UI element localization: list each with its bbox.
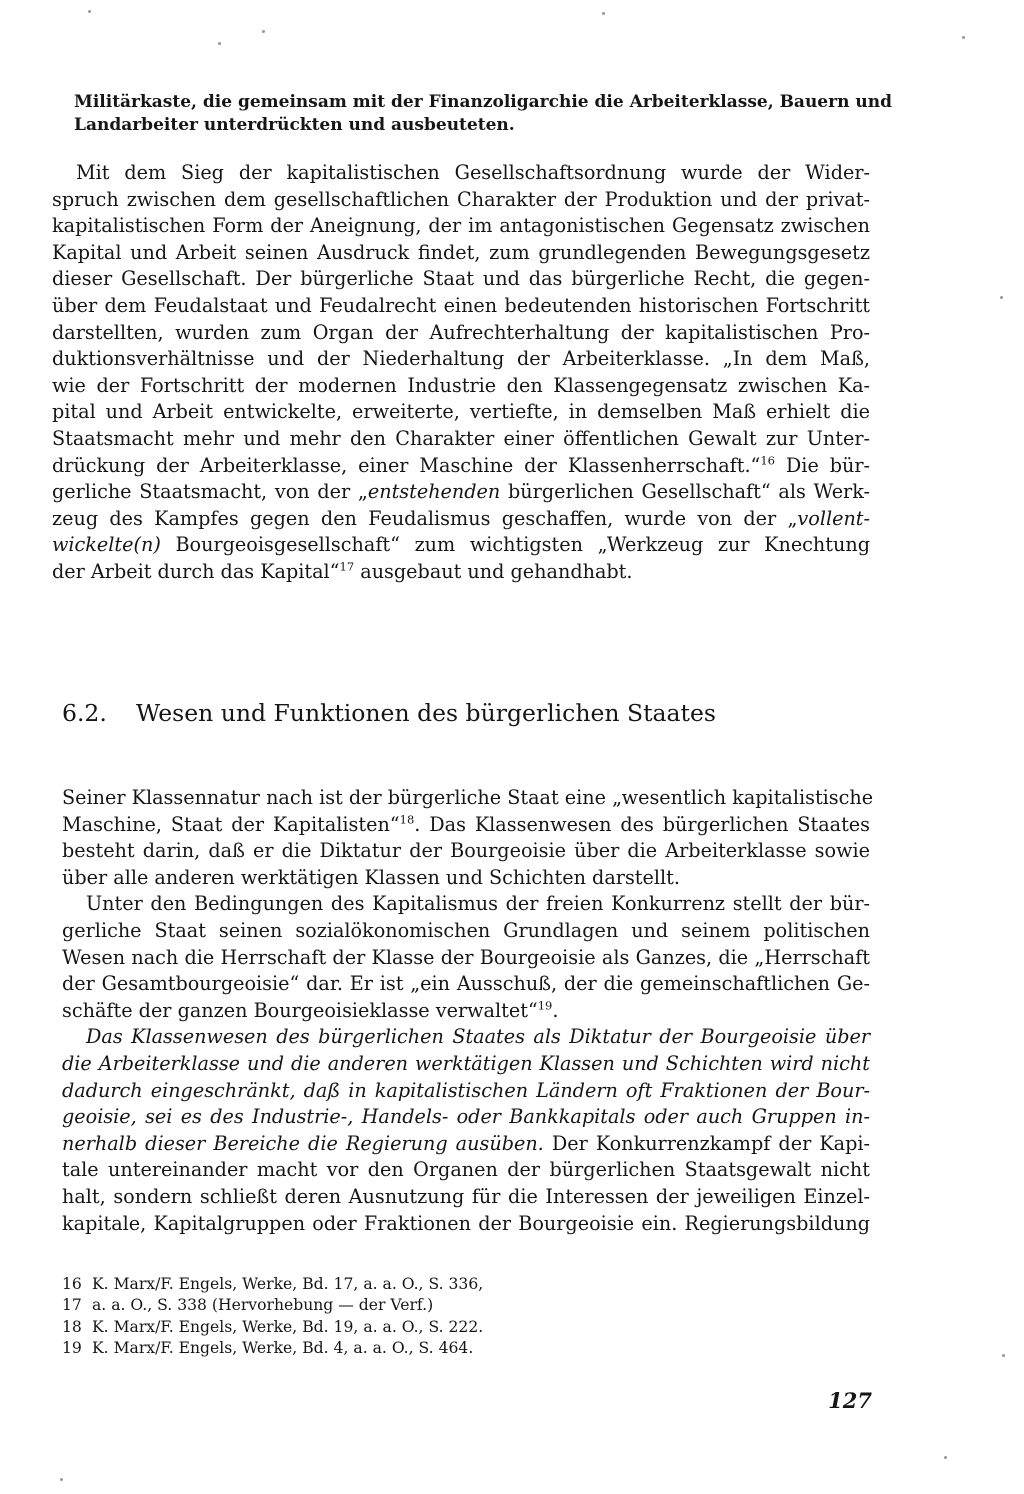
emphasis: die Arbeiterklasse und die anderen werktätigen Klassen und Schichten wird nicht xyxy=(62,1051,870,1075)
text-line xyxy=(62,1051,870,1078)
text-run: Bourgeoisgesellschaft“ zum wichtigsten „Werkzeug zur Knechtung xyxy=(160,533,870,557)
footnote-text: K. Marx/F. Engels, Werke, Bd. 19, a. a. O., S. 222. xyxy=(92,1317,484,1336)
text-line: Unter den Bedingungen des Kapitalismus der freien Konkurrenz stellt der bür- xyxy=(86,892,870,916)
scan-speck xyxy=(1000,296,1003,299)
text-line: über dem Feudalstaat und Feudalrecht einen bedeutenden historischen Fortschritt xyxy=(52,293,870,317)
scan-speck xyxy=(962,36,965,39)
scan-speck xyxy=(60,1478,63,1481)
text-line: pital und Arbeit entwickelte, erweiterte, vertiefte, in demselben Maß erhielt die xyxy=(52,400,870,424)
emphasis: nerhalb dieser Bereiche die Regierung ausüben. xyxy=(62,1131,544,1155)
text-line xyxy=(62,998,870,1025)
text-run: . Das Klassenwesen des bürgerlichen Staates xyxy=(414,812,871,836)
text-run: . xyxy=(552,998,559,1022)
text-line: gerliche Staat seinen sozialökonomischen Grundlagen und seinem politischen xyxy=(62,918,870,942)
text-line: Kapital und Arbeit seinen Ausdruck findet, zum grundlegenden Bewegungsgesetz xyxy=(52,240,870,264)
text-line: Wesen nach die Herrschaft der Klasse der Bourgeoisie als Ganzes, die „Herrschaft xyxy=(62,945,870,969)
text-run: ausgebaut und gehandhabt. xyxy=(354,559,633,583)
page-number: 127 xyxy=(828,1388,872,1413)
footnote-ref-19: 19 xyxy=(537,998,553,1013)
emphasis: wickelte(n) xyxy=(52,533,161,557)
section-number: 6.2. xyxy=(62,699,107,727)
text-line: über alle anderen werktätigen Klassen und Schichten darstellt. xyxy=(62,865,680,889)
text-line: duktionsverhältnisse und der Niederhaltung der Arbeiterklasse. „In dem Maß, xyxy=(52,347,870,371)
footnote xyxy=(62,1274,662,1295)
footnote-number: 17 xyxy=(62,1296,82,1315)
emphasis: vollent- xyxy=(797,506,870,530)
section-body xyxy=(62,785,874,1237)
text-line: darstellten, wurden zum Organ der Aufrechterhaltung der kapitalistischen Pro- xyxy=(52,320,870,344)
text-line xyxy=(62,1078,870,1105)
text-line: besteht darin, daß er die Diktatur der Bourgeoisie über die Arbeiterklasse sowie xyxy=(62,839,870,863)
text-line: halt, sondern schließt deren Ausnutzung für die Interessen der jeweiligen Einzel- xyxy=(62,1184,870,1208)
text-line: Landarbeiter unterdrückten und ausbeuteten. xyxy=(74,115,515,135)
footnote-ref-17: 17 xyxy=(339,559,355,574)
footnote-number: 16 xyxy=(62,1275,82,1293)
text-line: Mit dem Sieg der kapitalistischen Gesellschaftsordnung wurde der Wider- xyxy=(76,161,870,184)
footnote-text: K. Marx/F. Engels, Werke, Bd. 17, a. a. O., S. 336, xyxy=(92,1275,484,1293)
text-run: der Arbeit durch das Kapital“ xyxy=(52,559,340,583)
text-line xyxy=(52,559,870,586)
text-line: der Gesamtbourgeoisie“ dar. Er ist „ein Ausschuß, der die gemeinschaftlichen Ge- xyxy=(62,972,870,996)
emphasis: entstehenden xyxy=(367,480,501,504)
scan-speck xyxy=(88,10,91,13)
footnote-text: a. a. O., S. 338 (Hervorhebung — der Verf.) xyxy=(92,1296,434,1315)
text-line xyxy=(52,506,870,533)
text-line xyxy=(52,479,870,506)
text-run: schäfte der ganzen Bourgeoisieklasse verwaltet“ xyxy=(62,998,538,1022)
text-line xyxy=(62,1024,870,1051)
scan-speck xyxy=(1002,1354,1005,1357)
text-run: Maschine, Staat der Kapitalisten“ xyxy=(62,812,400,836)
footnotes xyxy=(62,1274,662,1360)
text-run: bürgerlichen Gesellschaft“ als Werk- xyxy=(500,480,870,504)
body-paragraph-1 xyxy=(52,160,870,586)
footnote-text: K. Marx/F. Engels, Werke, Bd. 4, a. a. O., S. 464. xyxy=(92,1339,474,1358)
text-line xyxy=(52,453,870,480)
emphasis: geoisie, sei es des Industrie-, Handels- oder Bankkapitals oder auch Gruppen in- xyxy=(62,1105,870,1129)
text-run: zeug des Kampfes gegen den Feudalismus geschaffen, wurde von der „ xyxy=(52,506,798,530)
scan-speck xyxy=(262,30,265,33)
scan-speck xyxy=(602,12,605,15)
text-run: Der Konkurrenzkampf der Kapi- xyxy=(543,1131,870,1155)
carryover-paragraph xyxy=(74,91,892,137)
text-run: Die bür- xyxy=(775,453,870,477)
section-heading xyxy=(62,698,870,728)
text-line xyxy=(62,812,870,839)
footnote-ref-16: 16 xyxy=(760,453,776,468)
text-run: gerliche Staatsmacht, von der „ xyxy=(52,480,368,504)
footnote xyxy=(62,1317,662,1338)
footnote-ref-18: 18 xyxy=(399,812,415,827)
text-line: kapitalistischen Form der Aneignung, der im antagonistischen Gegensatz zwischen xyxy=(52,214,870,238)
text-run: drückung der Arbeiterklasse, einer Maschine der Klassenherrschaft.“ xyxy=(52,453,761,477)
text-line: Seiner Klassennatur nach ist der bürgerliche Staat eine „wesentlich kapitalistische xyxy=(62,786,874,809)
text-line: kapitale, Kapitalgruppen oder Fraktionen der Bourgeoisie ein. Regierungsbildung xyxy=(62,1211,870,1235)
section-title: Wesen und Funktionen des bürgerlichen Staates xyxy=(136,699,716,727)
text-line xyxy=(62,1104,870,1131)
emphasis: dadurch eingeschränkt, daß in kapitalistischen Ländern oft Fraktionen der Bour- xyxy=(62,1078,870,1102)
footnote-number: 19 xyxy=(62,1339,82,1358)
footnote xyxy=(62,1295,662,1316)
footnote xyxy=(62,1338,662,1359)
scan-speck xyxy=(944,1456,947,1459)
scan-speck xyxy=(218,42,221,45)
text-line: dieser Gesellschaft. Der bürgerliche Staat und das bürgerliche Recht, die gegen- xyxy=(52,267,870,291)
text-line xyxy=(52,532,870,559)
text-line: spruch zwischen dem gesellschaftlichen Charakter der Produktion und der privat- xyxy=(52,187,870,211)
text-line: Militärkaste, die gemeinsam mit der Finanzoligarchie die Arbeiterklasse, Bauern und xyxy=(74,92,892,112)
text-line: tale untereinander macht vor den Organen der bürgerlichen Staatsgewalt nicht xyxy=(62,1158,870,1182)
emphasis: Das Klassenwesen des bürgerlichen Staates als Diktatur der Bourgeoisie über xyxy=(86,1025,870,1049)
footnote-number: 18 xyxy=(62,1317,82,1336)
text-line: wie der Fortschritt der modernen Industrie den Klassengegensatz zwischen Ka- xyxy=(52,373,870,397)
text-line xyxy=(62,1131,870,1158)
text-line: Staatsmacht mehr und mehr den Charakter einer öffentlichen Gewalt zur Unter- xyxy=(52,426,870,450)
